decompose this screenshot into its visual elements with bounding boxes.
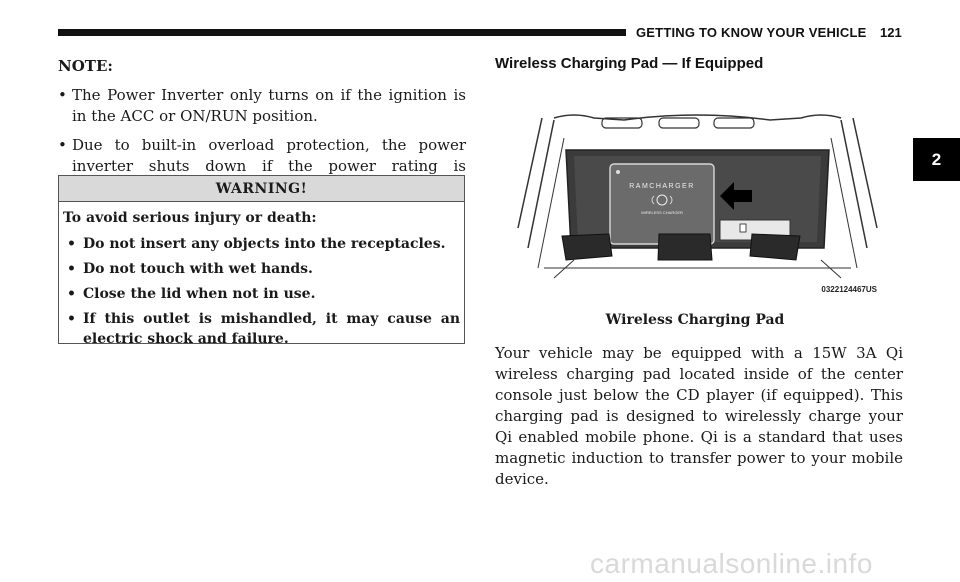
figure-code: 0322124467US — [821, 285, 877, 294]
warning-item: • Do not touch with wet hands. — [63, 259, 460, 279]
warning-title: WARNING! — [59, 176, 464, 202]
pad-brand-text: RAMCHARGER — [629, 183, 695, 190]
page-number: 121 — [880, 25, 902, 40]
running-header-title: GETTING TO KNOW YOUR VEHICLE — [636, 25, 867, 40]
chapter-tab: 2 — [913, 138, 960, 181]
warning-item: • If this outlet is mishandled, it may cause an electric shock and failure. — [63, 309, 460, 349]
warning-item: • Close the lid when not in use. — [63, 284, 460, 304]
section-title: Wireless Charging Pad — If Equipped — [495, 55, 764, 72]
warning-list — [63, 234, 460, 349]
console-drawing — [514, 108, 881, 298]
warning-box — [58, 175, 465, 347]
body-paragraph: Your vehicle may be equipped with a 15W 3A Qi wireless charging pad located inside of the center console just below the CD player (if equipped). This charging pad is designed to wirelessly charge your Qi enabled mobile phone. Qi is a standard that uses magnetic induction to transfer power to your mobile device. — [495, 344, 903, 488]
warning-intro: To avoid serious injury or death: — [63, 210, 317, 226]
warning-body — [59, 202, 464, 349]
note-item: • The Power Inverter only turns on if the ignition is in the ACC or ON/RUN position. — [58, 85, 466, 127]
wireless-charging-pad-illustration — [514, 108, 881, 298]
pad-label-text: WIRELESS CHARGER — [641, 210, 683, 215]
figure-caption: Wireless Charging Pad — [605, 312, 785, 328]
watermark: carmanualsonline.info — [590, 548, 873, 579]
warning-item: • Do not insert any objects into the receptacles. — [63, 234, 460, 254]
note-label: NOTE: — [58, 57, 113, 75]
header-rule — [58, 29, 626, 36]
note-item: • Due to built-in overload protection, the power inverter shuts down if the power rating is — [58, 135, 466, 198]
